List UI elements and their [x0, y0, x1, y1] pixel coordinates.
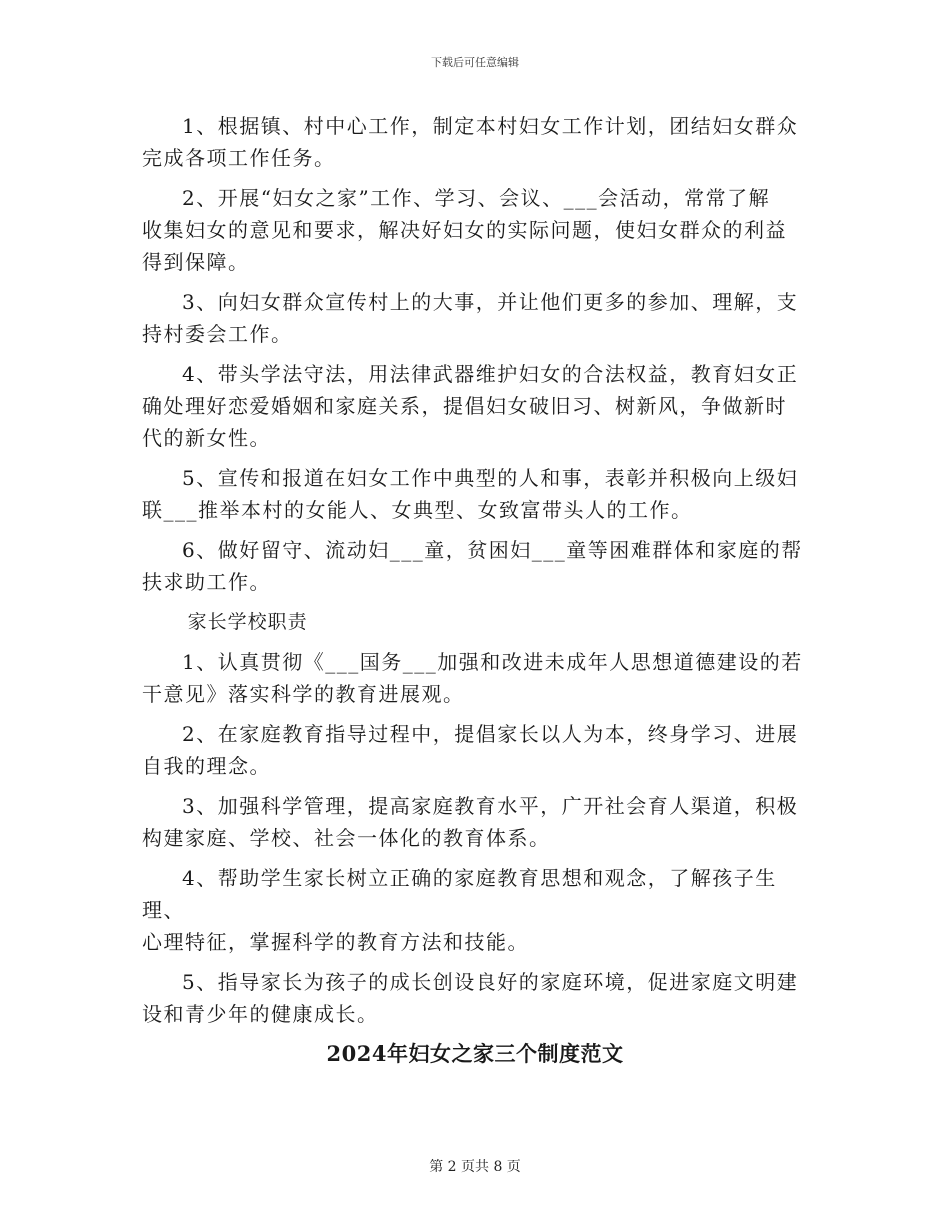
paragraph-line: 1、根据镇、村中心工作，制定本村妇女工作计划，团结妇女群众 — [182, 114, 799, 138]
paragraph-line: 完成各项工作任务。 — [142, 146, 336, 170]
section-title: 家长学校职责 — [187, 611, 308, 633]
paragraph — [142, 110, 814, 174]
paragraph — [142, 718, 814, 782]
page-header: 下载后可任意编辑 — [431, 56, 519, 69]
paragraph — [142, 966, 814, 1030]
paragraph — [142, 862, 814, 958]
paragraph-line: 5、宣传和报道在妇女工作中典型的人和事，表彰并积极向上级妇 — [182, 466, 799, 490]
paragraph-line: 设和青少年的健康成长。 — [142, 1002, 379, 1026]
paragraph — [142, 534, 814, 598]
paragraph-line: 收集妇女的意见和要求，解决好妇女的实际问题，使妇女群众的利益 — [142, 218, 787, 242]
paragraph-line: 6、做好留守、流动妇___童，贫困妇___童等困难群体和家庭的帮 — [182, 538, 803, 562]
paragraph — [142, 646, 814, 710]
paragraph-line: 持村委会工作。 — [142, 322, 293, 346]
paragraph-line: 得到保障。 — [142, 250, 250, 274]
paragraph — [142, 182, 814, 278]
paragraph-line: 确处理好恋爱婚姻和家庭关系，提倡妇女破旧习、树新风，争做新时 — [142, 394, 787, 418]
paragraph-line: 构建家庭、学校、社会一体化的教育体系。 — [142, 826, 551, 850]
paragraph — [142, 286, 814, 350]
page-footer: 第 2 页共 8 页 — [429, 1159, 521, 1175]
paragraph-line: 心理特征，掌握科学的教育方法和技能。 — [142, 930, 529, 954]
paragraph — [142, 462, 814, 526]
paragraph — [142, 358, 814, 454]
document-title: 2024年妇女之家三个制度范文 — [326, 1041, 624, 1066]
paragraph-line: 3、向妇女群众宣传村上的大事，并让他们更多的参加、理解，支 — [182, 290, 799, 314]
paragraph-line: 干意见》落实科学的教育进展观。 — [142, 682, 465, 706]
paragraph-line: 4、帮助学生家长树立正确的家庭教育思想和观念，了解孩子生理、 — [142, 866, 777, 922]
paragraph-line: 2、开展“妇女之家”工作、学习、会议、___会活动，常常了解 — [182, 186, 771, 210]
paragraph — [142, 790, 814, 854]
paragraph-line: 3、加强科学管理，提高家庭教育水平，广开社会育人渠道，积极 — [182, 794, 799, 818]
paragraph-line: 自我的理念。 — [142, 754, 271, 778]
paragraph-line: 4、带头学法守法，用法律武器维护妇女的合法权益，教育妇女正 — [182, 362, 799, 386]
paragraph-line: 联___推举本村的女能人、女典型、女致富带头人的工作。 — [142, 498, 693, 522]
paragraph-line: 代的新女性。 — [142, 426, 271, 450]
parent-school-duties — [142, 646, 814, 1030]
women-home-duties — [142, 110, 814, 598]
paragraph-line: 2、在家庭教育指导过程中，提倡家长以人为本，终身学习、进展 — [182, 722, 799, 746]
document-body — [142, 110, 814, 1038]
paragraph-line: 1、认真贯彻《___国务___加强和改进未成年人思想道德建设的若 — [182, 650, 803, 674]
paragraph-line: 扶求助工作。 — [142, 570, 271, 594]
paragraph-line: 5、指导家长为孩子的成长创设良好的家庭环境，促进家庭文明建 — [182, 970, 799, 994]
